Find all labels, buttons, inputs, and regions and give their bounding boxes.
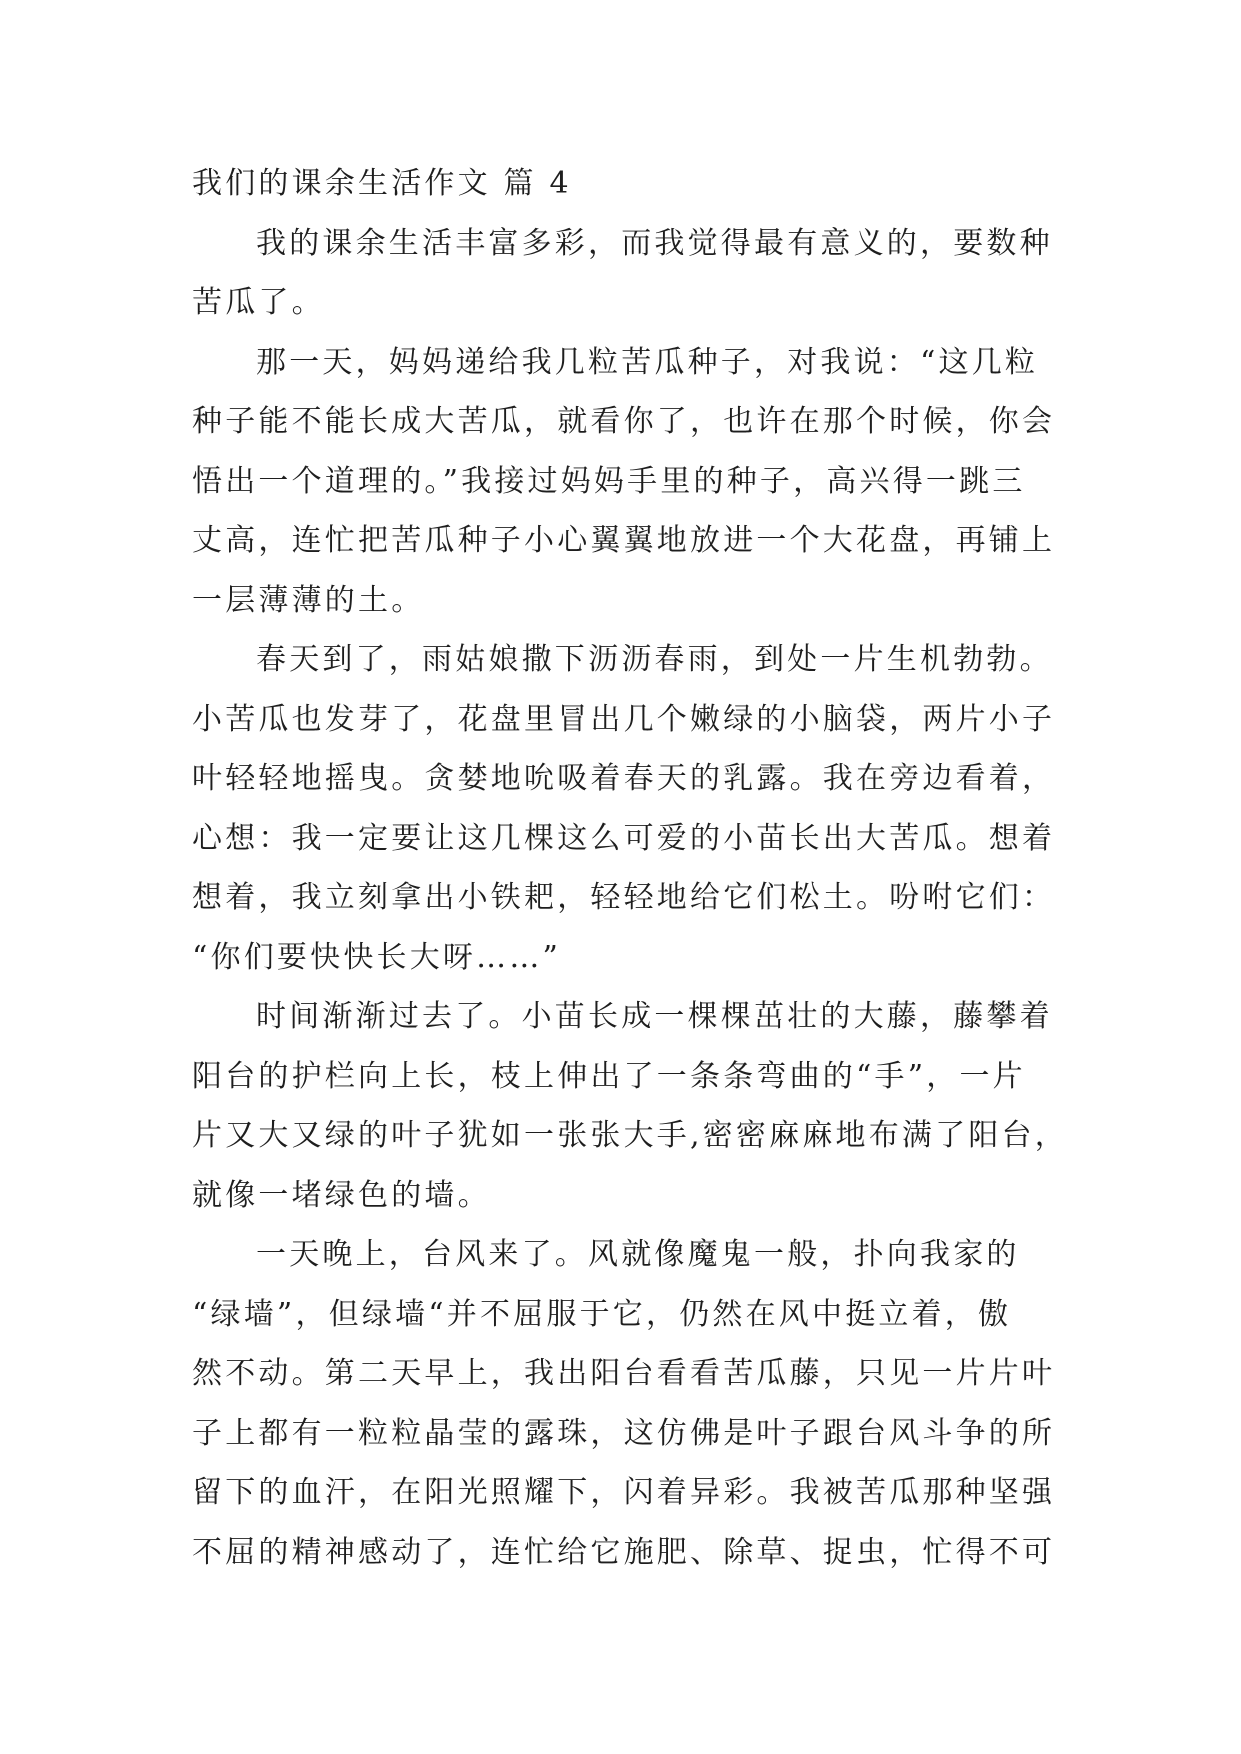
text-line: 就像一堵绿色的墙。 — [192, 1177, 491, 1213]
paragraph-2 — [192, 333, 1070, 631]
text-line: “绿墙”，但绿墙“并不屈服于它，仍然在风中挺立着，傲 — [192, 1296, 1012, 1332]
essay-title: 我们的课余生活作文 篇 4 — [192, 166, 572, 201]
text-line: 不屈的精神感动了，连忙给它施肥、除草、捉虫，忙得不可 — [192, 1534, 1056, 1570]
text-line: 然不动。第二天早上，我出阳台看看苦瓜藤，只见一片片叶 — [192, 1356, 1056, 1391]
text-line: 叶轻轻地摇曳。贪婪地吮吸着春天的乳露。我在旁边看着， — [192, 761, 1056, 796]
text-line: “你们要快快长大呀……” — [192, 939, 562, 975]
text-line: 留下的血汗，在阳光照耀下，闪着异彩。我被苦瓜那种坚强 — [192, 1475, 1056, 1510]
paragraph-4 — [192, 987, 1070, 1225]
paragraph-3 — [192, 630, 1070, 987]
text-line: 心想：我一定要让这几棵这么可爱的小苗长出大苦瓜。想着 — [192, 820, 1056, 856]
text-line: 我的课余生活丰富多彩，而我觉得最有意义的，要数种 — [256, 225, 1053, 261]
text-line: 一天晚上，台风来了。风就像魔鬼一般，扑向我家的 — [256, 1237, 1020, 1272]
text-line: 想着，我立刻拿出小铁耙，轻轻地给它们松土。吩咐它们： — [192, 880, 1056, 915]
text-line: 丈高，连忙把苦瓜种子小心翼翼地放进一个大花盘，再铺上 — [192, 523, 1056, 558]
text-line: 那一天，妈妈递给我几粒苦瓜种子，对我说：“这几粒 — [256, 344, 1039, 380]
text-line: 片又大又绿的叶子犹如一张张大手,密密麻麻地布满了阳台， — [192, 1118, 1068, 1153]
text-line: 春天到了，雨姑娘撒下沥沥春雨，到处一片生机勃勃。 — [256, 642, 1053, 677]
text-line: 悟出一个道理的。”我接过妈妈手里的种子，高兴得一跳三 — [192, 463, 1026, 499]
text-line: 苦瓜了。 — [192, 285, 325, 320]
text-line: 阳台的护栏向上长，枝上伸出了一条条弯曲的“手”，一片 — [192, 1058, 1026, 1094]
paragraph-1 — [192, 214, 1070, 333]
text-line: 种子能不能长成大苦瓜，就看你了，也许在那个时候，你会 — [192, 404, 1056, 439]
text-line: 时间渐渐过去了。小苗长成一棵棵茁壮的大藤，藤攀着 — [256, 999, 1053, 1034]
paragraph-5 — [192, 1225, 1070, 1582]
essay-body — [192, 154, 1070, 1582]
text-line: 小苦瓜也发芽了，花盘里冒出几个嫩绿的小脑袋，两片小子 — [192, 701, 1056, 737]
text-line: 一层薄薄的土。 — [192, 582, 425, 618]
text-line: 子上都有一粒粒晶莹的露珠，这仿佛是叶子跟台风斗争的所 — [192, 1415, 1056, 1451]
